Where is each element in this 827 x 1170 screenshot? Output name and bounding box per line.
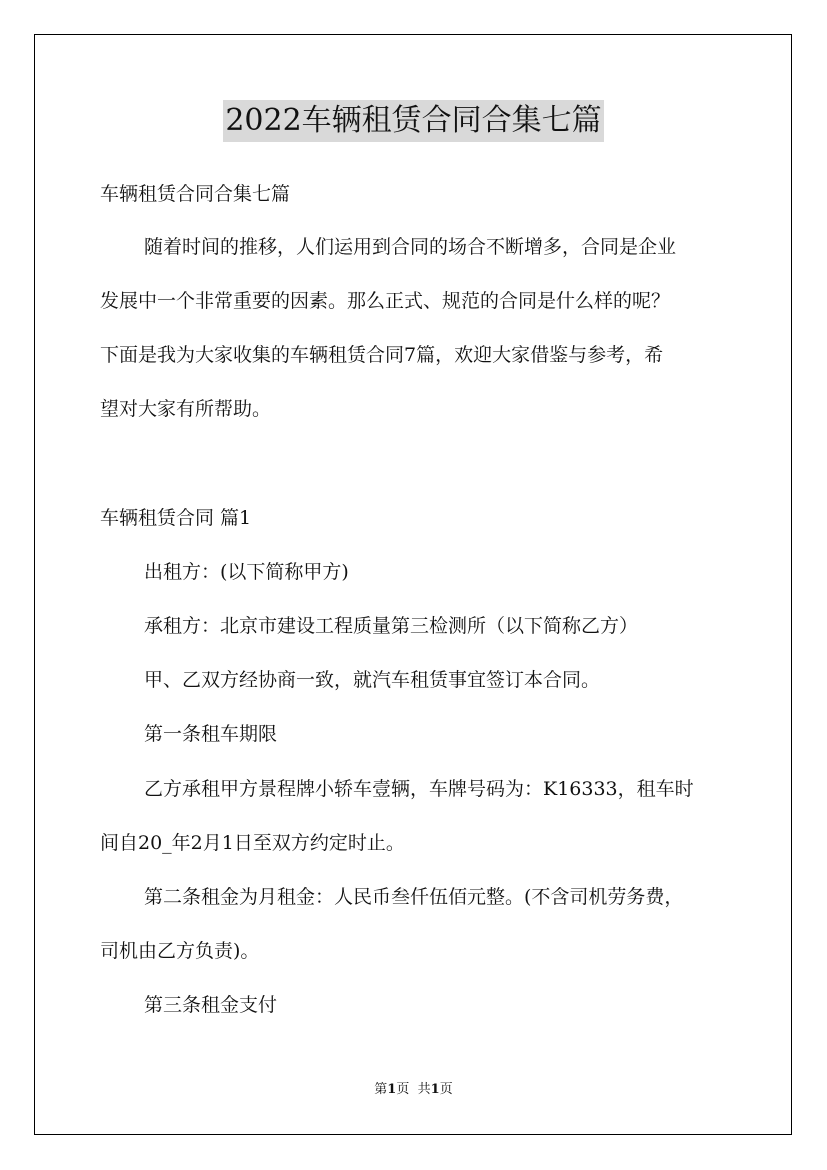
body-line-3: 甲、乙双方经协商一致，就汽车租赁事宜签订本合同。: [144, 669, 601, 691]
body-line-7: 第二条租金为月租金：人民币叁仟伍佰元整。(不含司机劳务费，: [144, 886, 684, 908]
document-subtitle: 车辆租赁合同合集七篇: [100, 183, 291, 205]
title-container: [0, 100, 827, 142]
intro-line-4: 望对大家有所帮助。: [100, 398, 272, 420]
intro-line-1: 随着时间的推移，人们运用到合同的场合不断增多，合同是企业: [144, 236, 677, 258]
body-line-5: 乙方承租甲方景程牌小轿车壹辆，车牌号码为：K16333，租车时: [144, 778, 694, 800]
body-line-2: 承租方：北京市建设工程质量第三检测所（以下简称乙方）: [144, 615, 639, 637]
document-title: 2022车辆租赁合同合集七篇: [223, 100, 603, 142]
intro-line-3: 下面是我为大家收集的车辆租赁合同7篇，欢迎大家借鉴与参考，希: [100, 344, 664, 366]
footer-total-suffix: 页: [439, 1082, 453, 1097]
body-line-8: 司机由乙方负责)。: [100, 940, 260, 962]
section-heading: 车辆租赁合同 篇1: [100, 507, 252, 529]
footer-total-prefix: 共: [417, 1082, 431, 1097]
intro-line-2: 发展中一个非常重要的因素。那么正式、规范的合同是什么样的呢？: [100, 290, 671, 312]
body-line-1: 出租方：(以下简称甲方): [144, 561, 349, 583]
footer-page-current: 1: [387, 1082, 397, 1097]
footer-page-suffix: 页: [396, 1082, 410, 1097]
page-footer: [0, 1081, 827, 1099]
footer-page-prefix: 第: [374, 1082, 388, 1097]
body-line-4: 第一条租车期限: [144, 723, 278, 745]
footer-page-total: 1: [430, 1082, 440, 1097]
body-line-6: 间自20_年2月1日至双方约定时止。: [100, 832, 405, 854]
body-line-9: 第三条租金支付: [144, 994, 278, 1016]
